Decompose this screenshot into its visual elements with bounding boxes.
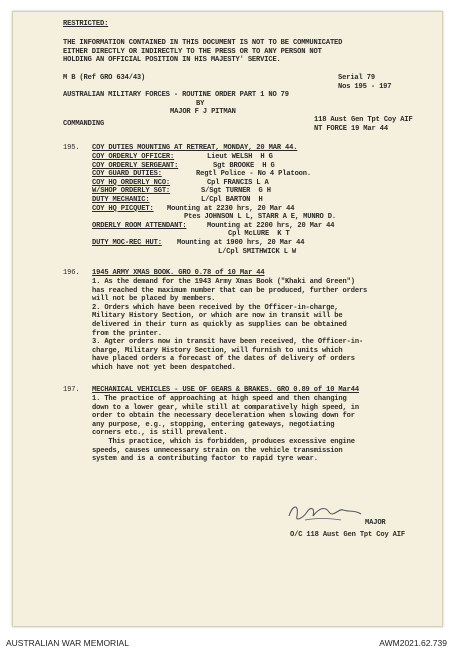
duty-moc-member: L/Cpl SMITHWICK L W: [218, 247, 297, 256]
duty-label: COY GUARD DUTIES:: [92, 170, 162, 179]
paragraph-line: 1. As the demand for the 1943 Army Xmas Book ("Khaki and Green"): [92, 278, 355, 286]
notice-line-1: THE INFORMATION CONTAINED IN THIS DOCUMENT IS NOT TO BE COMMUNICATED: [63, 39, 343, 47]
item-195-number: 195.: [63, 144, 80, 152]
duty-value: Regtl Police - No 4 Platoon.: [196, 170, 311, 179]
paragraph-line: speeds, causes unnecessary strain on the vehicle transmission: [92, 446, 343, 455]
paragraph-line: delivered in their turn as quickly as supplies can be obtained: [92, 321, 347, 329]
paragraph-line: which have not yet been despatched.: [92, 364, 236, 372]
unit-name: 118 Aust Gen Tpt Coy AIF: [314, 116, 413, 124]
signature-image: [285, 498, 365, 526]
paragraph-line: any purpose, e.g., stopping, entering gateways, negotiating: [92, 420, 335, 429]
unit-date: NT FORCE 19 Mar 44: [314, 124, 388, 133]
duty-label: COY HQ PICQUET:: [92, 204, 154, 213]
orderly-room-label: ORDERLY ROOM ATTENDANT:: [92, 221, 187, 230]
orderly-room-member: Cpl McLURE K T: [228, 230, 290, 239]
duty-value: S/Sgt TURNER G H: [201, 187, 271, 196]
restricted-label: RESTRICTED:: [63, 20, 109, 28]
signature-rank: MAJOR: [365, 519, 386, 527]
duty-value: L/Cpl BARTON H: [201, 196, 263, 204]
order-numbers: Nos 195 - 197: [338, 82, 392, 91]
picquet-members: Ptes JOHNSON L L, STARR A E, MUNRO D.: [184, 213, 336, 222]
duty-label: W/SHOP ORDERLY SGT:: [92, 187, 171, 196]
paragraph-line: will not be placed by members.: [92, 295, 216, 304]
duty-label: DUTY MECHANIC:: [92, 196, 150, 204]
item-197-heading: MECHANICAL VEHICLES - USE OF GEARS & BRAKES. GRO 0.89 of 10 Mar44: [92, 386, 359, 394]
notice-line-2: EITHER DIRECTLY OR INDIRECTLY TO THE PRESS OR TO ANY PERSON NOT: [63, 47, 322, 56]
paragraph-line: This practice, which is forbidden, produces excessive engine: [92, 438, 355, 446]
by-label: BY: [196, 99, 205, 108]
footer-source: AUSTRALIAN WAR MEMORIAL: [6, 638, 129, 648]
paragraph-line: system and is a contributing factor to rapid tyre wear.: [92, 455, 318, 464]
duty-value: Mounting at 2230 hrs, 20 Mar 44: [167, 204, 295, 213]
item-196-heading: 1945 ARMY XMAS BOOK. GRO 0.78 of 10 Mar 44: [92, 269, 265, 277]
signature-oc: O/C 118 Aust Gen Tpt Coy AIF: [290, 531, 405, 539]
duty-label: COY ORDERLY SERGEANT:: [92, 161, 179, 170]
paragraph-line: from the printer.: [92, 329, 162, 338]
duty-value: Sgt BROOKE H G: [213, 161, 275, 170]
item-197-number: 197.: [63, 386, 80, 394]
item-196-number: 196.: [63, 269, 80, 277]
duty-moc-label: DUTY MOC-REC HUT:: [92, 239, 162, 247]
paragraph-line: down to a lower gear, while still at comparatively high speed, in: [92, 403, 359, 412]
paragraph-line: has reached the maximum number that can be produced, further orders: [92, 286, 368, 295]
paragraph-line: corners etc., is still prevalent.: [92, 429, 228, 438]
order-title: AUSTRALIAN MILITARY FORCES - ROUTINE ORDER PART 1 NO 79: [63, 91, 289, 99]
orderly-room-value: Mounting at 2200 hrs, 20 Mar 44: [207, 221, 335, 230]
duty-label: COY ORDERLY OFFICER:: [92, 153, 175, 161]
duty-value: Cpl FRANCIS L A: [207, 178, 269, 187]
paragraph-line: order to obtain the necessary deceleration when slowing down for: [92, 412, 355, 421]
reference: M B (Ref GRO 634/43): [63, 74, 146, 82]
paragraph-line: 1. The practice of approaching at high speed and then changing: [92, 395, 347, 403]
footer-id: AWM2021.62.739: [379, 638, 447, 648]
serial-number: Serial 79: [338, 74, 375, 82]
commanding-label: COMMANDING: [63, 120, 105, 128]
paragraph-line: charge, Military History Section, will furnish to units which: [92, 346, 343, 355]
duty-moc-value: Mounting at 1900 hrs, 20 Mar 44: [177, 239, 305, 247]
officer-name: MAJOR F J PITMAN: [170, 108, 236, 117]
paragraph-line: 3. Agter orders now in transit have been received, the Officer-in-: [92, 338, 364, 347]
item-195-heading: COY DUTIES MOUNTING AT RETREAT, MONDAY, 20 MAR 44.: [92, 144, 298, 152]
paragraph-line: 2. Orders which have been received by the Officer-in-charge,: [92, 303, 339, 312]
duty-label: COY HQ ORDERLY NCO:: [92, 178, 171, 187]
notice-line-3: HOLDING AN OFFICIAL POSITION IN HIS MAJESTY' SERVICE.: [63, 56, 281, 65]
paragraph-line: have placed orders a forecast of the dates of delivery of orders: [92, 355, 355, 364]
paragraph-line: Military History Section, or which are now in transit will be: [92, 312, 343, 321]
duty-value: Lieut WELSH H G: [207, 153, 273, 161]
